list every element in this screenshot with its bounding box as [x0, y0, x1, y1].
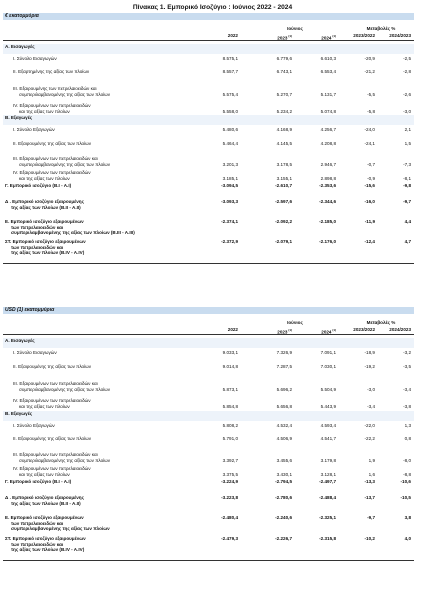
row-label: Δ . Εμπορικό ισοζύγιο εξαιρουμένης της αξίας των πλοίων (B.II - A.II) [5, 495, 84, 506]
value-2024: 3.128,1 [320, 471, 336, 477]
table-row [3, 515, 414, 537]
row-label: III. Εξαιρουμένων των πετρελαιοειδών και συμπεριλαμβανομένης της αξίας των πλοίων [13, 381, 111, 392]
col-header-2024-2023: 2024/2023 [389, 33, 411, 38]
value-2023-2022: -22,2 [364, 436, 375, 441]
value-2023: 5.234,2 [276, 108, 292, 114]
row-label: ΣΤ. Εμπορικό ισοζύγιο εξαιρουμένων των πετρελαιοειδών και της αξίας των πλοίων (B.IV - A.IV) [5, 239, 86, 256]
row-label: II. Εξαιρουμένης της αξίας των πλοίων [13, 436, 91, 441]
currency-label: USD (1) εκατομμύρια [5, 307, 55, 313]
value-2024: 5.131,7 [320, 91, 336, 97]
value-2023-2022: -11,9 [364, 219, 375, 224]
value-2023-2022: -24,1 [364, 141, 375, 146]
col-header-2022: 2022 [227, 327, 238, 332]
value-2024: 5.443,9 [320, 403, 336, 409]
value-2022: 9.014,8 [222, 364, 238, 369]
value-2022: 3.185,1 [222, 175, 238, 181]
value-2023: 4.506,9 [276, 436, 292, 441]
col-header-2023-2022: 2023/2022 [353, 327, 375, 332]
value-2023-2022: -19,2 [364, 364, 375, 369]
currency-bar [3, 13, 414, 20]
value-2024-2023: -9,8 [403, 183, 411, 188]
row-label: Γ. Εμπορικό ισοζύγιο (B.I - A.I) [5, 183, 72, 188]
table-row [3, 452, 414, 467]
table-row [3, 239, 414, 261]
value-2024-2023: 4,7 [404, 239, 411, 244]
row-label: I. Σύνολο Εξαγωγών [13, 127, 55, 132]
value-2024-2023: 1,3 [404, 423, 411, 428]
value-2024-2023: -3,5 [403, 364, 411, 369]
value-2022: -3.224,9 [221, 479, 238, 484]
footnote-mark: (1) [331, 34, 336, 38]
value-2024: -2.488,4 [319, 495, 336, 500]
value-2023: -2.597,6 [275, 199, 292, 204]
row-label: ΣΤ. Εμπορικό ισοζύγιο εξαιρουμένων των πετρελαιοειδών και της αξίας των πλοίων (B.IV - A.IV) [5, 536, 86, 553]
value-2023-2022: -5,8 [367, 108, 375, 114]
value-2023: 4.532,4 [276, 423, 292, 428]
row-label: I. Σύνολο Εξαγωγών [13, 423, 55, 428]
col-header-2024: 2024 $^{(1)}$ [321, 328, 336, 335]
value-2023: -2.794,5 [275, 479, 292, 484]
value-2024: 2.898,8 [320, 175, 336, 181]
value-2024: 2.946,7 [320, 161, 336, 167]
value-2023-2022: -0,9 [367, 175, 375, 181]
value-2023-2022: -13,3 [364, 479, 375, 484]
value-2024-2023: -2,5 [403, 56, 411, 61]
value-2023: 3.430,1 [276, 471, 292, 477]
footer-rule [3, 263, 414, 264]
section-row [3, 411, 414, 421]
table-row [3, 423, 414, 435]
value-2024-2023: 3,8 [404, 515, 411, 520]
row-label: Δ . Εμπορικό ισοζύγιο εξαιρουμένης της αξίας των πλοίων (B.II - A.II) [5, 199, 84, 210]
value-2024-2023: -2,8 [403, 69, 411, 74]
value-2024-2023: -10,5 [400, 495, 411, 500]
value-2023: 5.656,8 [276, 403, 292, 409]
value-2022: 5.575,4 [222, 91, 238, 97]
value-2022: 5.480,6 [222, 127, 238, 132]
value-2023-2022: -3,0 [367, 386, 375, 392]
table-row [3, 495, 414, 512]
value-2024-2023: -2,6 [403, 91, 411, 97]
value-2022: 5.808,2 [222, 423, 238, 428]
value-2024: 7.091,1 [320, 350, 336, 355]
value-2023-2022: -12,4 [364, 239, 375, 244]
value-2024-2023: -3,8 [403, 403, 411, 409]
value-2022: 3.392,7 [222, 457, 238, 463]
value-2023-2022: -24,0 [364, 127, 375, 132]
value-2023-2022: -21,2 [364, 69, 375, 74]
value-2023: 3.155,1 [276, 175, 292, 181]
value-2023-2022: 1,9 [368, 457, 375, 463]
value-2024: 6.610,3 [320, 56, 336, 61]
value-2023: -2.226,7 [275, 536, 292, 541]
value-2022: -3.093,3 [221, 199, 238, 204]
value-2022: -3.094,5 [221, 183, 238, 188]
value-2023-2022: -18,9 [364, 350, 375, 355]
value-2022: 9.033,1 [222, 350, 238, 355]
value-2023-2022: -9,7 [367, 515, 375, 520]
value-2022: 5.791,0 [222, 436, 238, 441]
col-header-2022: 2022 [227, 33, 238, 38]
value-2024-2023: -8,1 [403, 175, 411, 181]
value-2023: 4.145,5 [276, 141, 292, 146]
row-label: B. Εξαγωγές [5, 411, 33, 416]
value-2023-2022: -13,7 [364, 495, 375, 500]
table-row [3, 364, 414, 376]
value-2024: -2.176,0 [319, 239, 336, 244]
row-label: I. Σύνολο Εισαγωγών [13, 350, 57, 355]
footnote-mark: (1) [287, 34, 292, 38]
value-2024-2023: -3,2 [403, 350, 411, 355]
row-label: II. Εξαιρουμένης της αξίας των πλοίων [13, 364, 91, 369]
col-group-change: Μεταβολές % [366, 320, 396, 325]
value-2022: -2.374,1 [221, 219, 238, 224]
value-2023: -2.092,2 [275, 219, 292, 224]
value-2023-2022: -10,2 [364, 536, 375, 541]
row-label: E. Εμπορικό ισοζύγιο εξαιρουμένων των πετρελαιοειδών και συμπεριλαμβανομένης της αξίας των πλοίων [5, 515, 110, 532]
row-label: Γ. Εμπορικό ισοζύγιο (B.I - A.I) [5, 479, 72, 484]
value-2024: 4.593,4 [320, 423, 336, 428]
value-2024-2023: 4,4 [404, 219, 411, 224]
footnote-mark: (1) [287, 328, 292, 332]
value-2022: 5.464,4 [222, 141, 238, 146]
value-2022: -2.479,3 [221, 536, 238, 541]
table-row [3, 536, 414, 558]
value-2024: 3.179,8 [320, 457, 336, 463]
row-label: II. Εξαιρουμένης της αξίας των πλοίων [13, 141, 91, 146]
footer-rule [3, 560, 414, 561]
value-2022: 5.558,0 [222, 108, 238, 114]
value-2023-2022: -15,6 [364, 183, 375, 188]
value-2024: -2.315,8 [319, 536, 336, 541]
row-label: IV. Εξαιρουμένων των πετρελαιοειδών και της αξίας των πλοίων [13, 466, 91, 477]
value-2022: -2.480,4 [221, 515, 238, 520]
value-2022: 3.201,3 [222, 161, 238, 167]
col-header-2023: 2023 $^{(1)}$ [277, 34, 292, 41]
value-2023-2022: -3,4 [367, 403, 375, 409]
section-row [3, 44, 414, 54]
value-2024: -2.325,1 [319, 515, 336, 520]
value-2024: 6.553,4 [320, 69, 336, 74]
table-row [3, 381, 414, 396]
value-2023: 4.168,9 [276, 127, 292, 132]
row-label: IV. Εξαιρουμένων των πετρελαιοειδών και της αξίας των πλοίων [13, 170, 91, 181]
table-row [3, 69, 414, 81]
value-2022: 8.575,1 [222, 56, 238, 61]
header-rule [3, 40, 414, 41]
value-2022: 5.873,1 [222, 386, 238, 392]
table-row [3, 156, 414, 171]
value-2024: 5.504,9 [320, 386, 336, 392]
value-2022: 3.375,5 [222, 471, 238, 477]
value-2023-2022: -20,9 [364, 56, 375, 61]
value-2023-2022: 1,6 [368, 471, 375, 477]
value-2024: -2.344,6 [319, 199, 336, 204]
value-2024-2023: 1,5 [404, 141, 411, 146]
value-2023: 3.455,6 [276, 457, 292, 463]
value-2023: -2.079,1 [275, 239, 292, 244]
page-title: Πίνακας 1. Εμπορικό Ισοζύγιο : Ιούνιος 2022 - 2024 [132, 4, 293, 11]
value-2024: -2.185,0 [319, 219, 336, 224]
value-2023: -2.240,6 [275, 515, 292, 520]
table-row [3, 86, 414, 101]
value-2023: 5.696,2 [276, 386, 292, 392]
value-2024: 7.030,1 [320, 364, 336, 369]
table-row [3, 183, 414, 197]
value-2024: 5.074,8 [320, 108, 336, 114]
value-2023-2022: -5,5 [367, 91, 375, 97]
value-2024: 4.256,7 [320, 127, 336, 132]
footnote-mark: (1) [331, 328, 336, 332]
value-2024: 4.208,8 [320, 141, 336, 146]
value-2023-2022: -0,7 [367, 161, 375, 167]
header-rule [3, 334, 414, 335]
currency-bar [3, 307, 414, 314]
col-group-june: Ιούνιος [287, 320, 303, 325]
value-2022: -3.223,8 [221, 495, 238, 500]
col-header-2023-2022: 2023/2022 [353, 33, 375, 38]
value-2024-2023: -3,0 [403, 108, 411, 114]
table-row [3, 127, 414, 139]
row-label: A. Εισαγωγές [5, 338, 35, 343]
value-2023: 6.743,1 [276, 69, 292, 74]
value-2024-2023: -3,4 [403, 386, 411, 392]
value-2024: -2.497,7 [319, 479, 336, 484]
value-2023: 6.779,6 [276, 56, 292, 61]
value-2024: 4.541,7 [320, 436, 336, 441]
row-label: E. Εμπορικό ισοζύγιο εξαιρουμένων των πετρελαιοειδών και συμπεριλαμβανομένης της αξίας των πλοίων (B.III - A.III) [5, 219, 135, 236]
value-2022: 8.557,7 [222, 69, 238, 74]
row-label: II. Εξαρτημένης της αξίας των πλοίων [13, 69, 90, 74]
row-label: IV. Εξαιρουμένων των πετρελαιοειδών και της αξίας των πλοίων [13, 103, 91, 114]
value-2023: 7.287,5 [276, 364, 292, 369]
col-header-2024-2023: 2024/2023 [389, 327, 411, 332]
row-label: IV. Εξαιρουμένων των πετρελαιοειδών και της αξίας των πλοίων [13, 398, 91, 409]
value-2022: 5.854,8 [222, 403, 238, 409]
value-2024-2023: -8,8 [403, 471, 411, 477]
section-row [3, 115, 414, 125]
value-2023: 7.326,9 [276, 350, 292, 355]
row-label: III. Εξαιρουμένης των πετρελαιοειδών και συμπεριλαμβανομένης της αξίας των πλοίων [13, 86, 111, 97]
table-row [3, 56, 414, 68]
value-2024-2023: 0,8 [404, 436, 411, 441]
value-2023: 5.270,7 [276, 91, 292, 97]
table-row [3, 199, 414, 216]
value-2024-2023: -7,3 [403, 161, 411, 167]
value-2024-2023: 2,1 [404, 127, 411, 132]
value-2022: -2.372,9 [221, 239, 238, 244]
row-label: III. Εξαιρουμένων των πετρελαιοειδών και συμπεριλαμβανομένης της αξίας των πλοίων [13, 156, 111, 167]
row-label: B. Εξαγωγές [5, 115, 33, 120]
value-2024-2023: -9,7 [403, 199, 411, 204]
value-2024-2023: -8,0 [403, 457, 411, 463]
value-2024-2023: 4,0 [404, 536, 411, 541]
value-2024: -2.353,6 [319, 183, 336, 188]
col-header-2024: 2024 $^{(1)}$ [321, 34, 336, 41]
table-row [3, 436, 414, 448]
value-2023: -2.610,7 [275, 183, 292, 188]
value-2023-2022: -16,0 [364, 199, 375, 204]
row-label: A. Εισαγωγές [5, 44, 35, 49]
row-label: I. Σύνολο Εισαγωγών [13, 56, 57, 61]
table-row [3, 141, 414, 153]
value-2023: 3.178,5 [276, 161, 292, 167]
value-2023: -2.780,6 [275, 495, 292, 500]
currency-label: € εκατομμύρια [5, 13, 39, 19]
col-group-june: Ιούνιος [287, 26, 303, 31]
value-2024-2023: -10,6 [400, 479, 411, 484]
row-label: III. Εξαιρουμένων των πετρελαιοειδών και συμπεριλαμβανομένης της αξίας των πλοίων [13, 452, 111, 463]
section-row [3, 338, 414, 348]
col-group-change: Μεταβολές % [366, 26, 396, 31]
table-row [3, 219, 414, 241]
col-header-2023: 2023 $^{(1)}$ [277, 328, 292, 335]
table-row [3, 479, 414, 493]
value-2023-2022: -22,0 [364, 423, 375, 428]
table-row [3, 350, 414, 362]
